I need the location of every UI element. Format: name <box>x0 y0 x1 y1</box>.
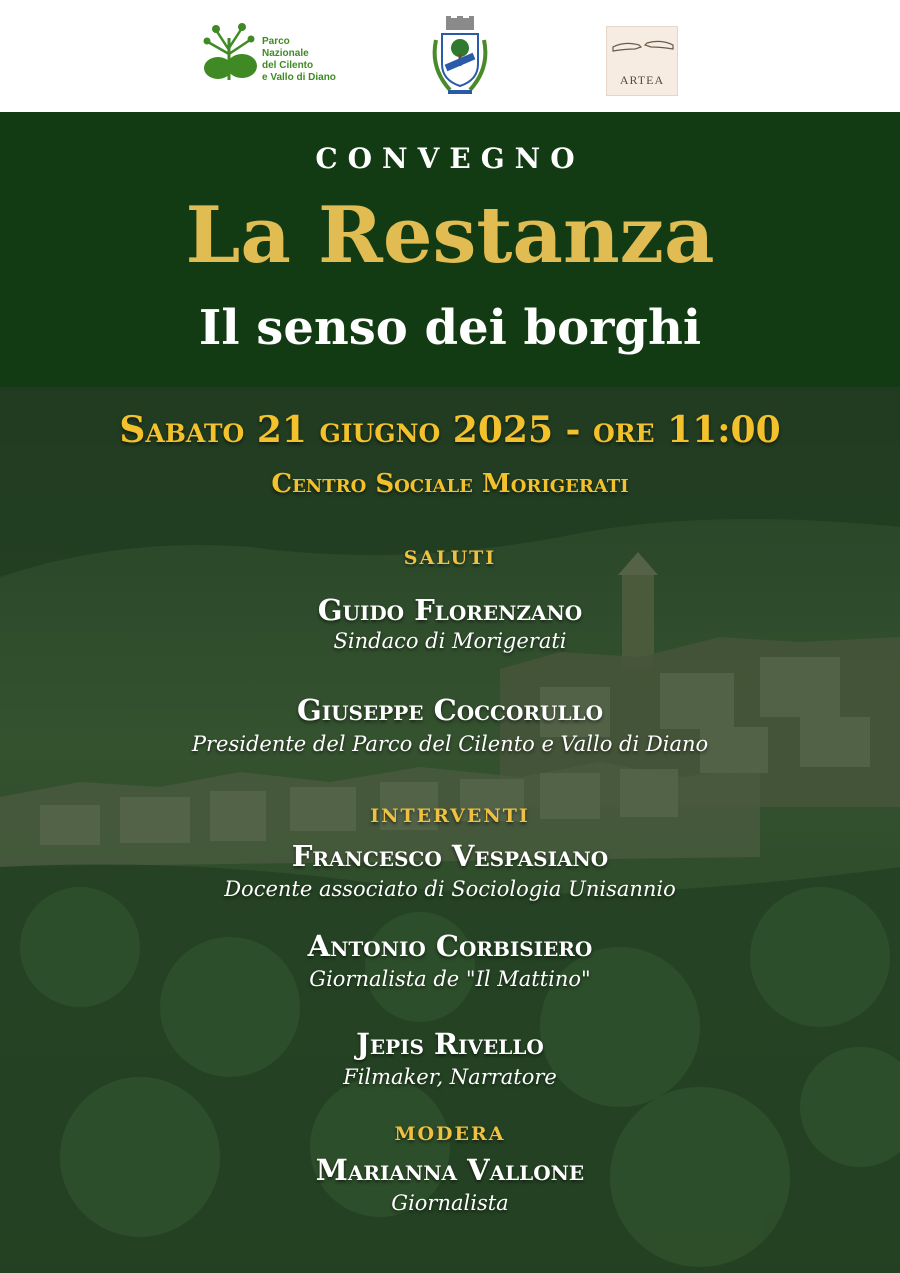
park-leaves-icon <box>198 20 260 92</box>
section-label-modera: MODERA <box>394 1123 506 1145</box>
moderator-role: Giornalista <box>391 1191 509 1215</box>
speaker-role: Sindaco di Morigerati <box>333 629 567 653</box>
artea-hands-icon <box>607 27 679 67</box>
speaker-role: Giornalista de "Il Mattino" <box>309 967 591 991</box>
section-label-saluti: SALUTI <box>403 547 497 569</box>
artea-logo <box>606 26 678 96</box>
park-logo-line3: e Vallo di Diano <box>262 72 336 83</box>
speaker-role: Presidente del Parco del Cilento e Vallo di Diano <box>191 732 709 756</box>
park-logo <box>198 20 338 92</box>
speaker-name: Giuseppe Coccorullo <box>296 693 604 727</box>
program-content <box>0 387 900 1273</box>
moderator-name: Marianna Vallone <box>315 1153 585 1187</box>
speaker-name: Antonio Corbisiero <box>307 929 593 963</box>
section-label-interventi: INTERVENTI <box>370 805 530 827</box>
speaker-role: Docente associato di Sociologia Unisannio <box>224 877 676 901</box>
event-venue: Centro Sociale Morigerati <box>271 469 629 499</box>
municipal-crest-icon <box>428 16 492 100</box>
event-subtitle: Il senso dei borghi <box>198 300 702 356</box>
speaker-name: Jepis Rivello <box>356 1027 544 1061</box>
park-logo-line2: del Cilento <box>262 60 314 71</box>
speaker-name: Guido Florenzano <box>317 593 583 627</box>
event-type: CONVEGNO <box>315 142 585 175</box>
artea-logo-text: ARTEA <box>619 73 665 87</box>
event-date: Sabato 21 giugno 2025 - ore 11:00 <box>119 409 781 451</box>
park-logo-text <box>262 36 338 84</box>
speaker-name: Francesco Vespasiano <box>291 839 609 873</box>
park-logo-line1: Parco Nazionale <box>262 36 309 59</box>
logo-bar <box>0 0 900 112</box>
event-title: La Restanza <box>185 190 715 281</box>
title-band <box>0 112 900 387</box>
speaker-role: Filmaker, Narratore <box>343 1065 557 1089</box>
